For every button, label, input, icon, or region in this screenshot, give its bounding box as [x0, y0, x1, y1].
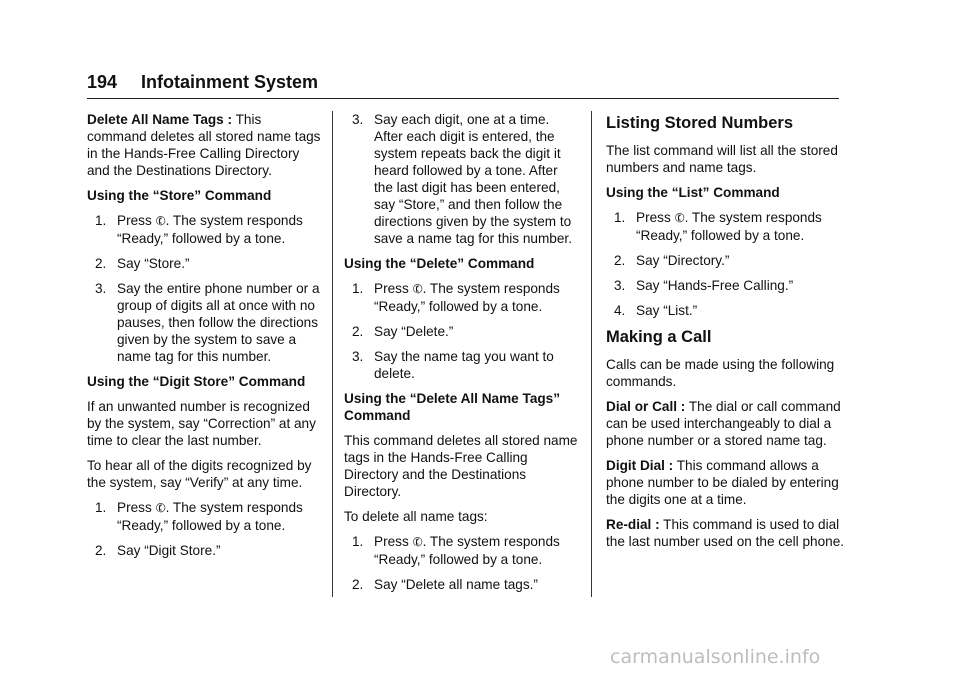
- paragraph: If an unwanted number is recognized by the system, say “Correction” at any time to clear the last number.: [87, 399, 316, 448]
- step-number: 1.: [95, 213, 107, 228]
- paragraph: This command deletes all stored name tags in the Hands-Free Calling Directory and the Destinations Directory.: [344, 433, 578, 499]
- page-header: [87, 72, 839, 104]
- watermark: carmanualsonline.info: [610, 646, 821, 668]
- step-item: [344, 348, 580, 382]
- step-text: Press: [117, 213, 156, 228]
- step-item: [344, 323, 580, 340]
- phone-icon: ✆: [153, 499, 168, 517]
- term-label: Delete All Name Tags :: [87, 112, 233, 127]
- digit-store-heading: Using the “Digit Store” Command: [87, 374, 306, 389]
- step-text: Say “Hands-Free Calling.”: [636, 278, 794, 293]
- step-item: [87, 280, 323, 365]
- delete-steps: [344, 280, 580, 382]
- step-number: 3.: [614, 278, 626, 293]
- term-text: This command is used to dial the last number used on the cell phone.: [606, 517, 845, 549]
- paragraph: To hear all of the digits recognized by the system, say “Verify” at any time.: [87, 458, 312, 490]
- step-number: 2.: [352, 324, 364, 339]
- digit-store-steps: [87, 499, 323, 559]
- term-text: The dial or call command can be used interchangeably to dial a phone number or a stored name tag.: [606, 399, 841, 448]
- step-item: [344, 280, 580, 315]
- step-text: Say “Store.”: [117, 256, 190, 271]
- phone-icon: ✆: [672, 209, 687, 227]
- step-item: [344, 533, 580, 568]
- step-number: 3.: [95, 281, 107, 296]
- step-item: [87, 499, 323, 534]
- step-number: 2.: [95, 543, 107, 558]
- step-text: Say “Digit Store.”: [117, 543, 221, 558]
- header-rule: [87, 98, 839, 99]
- delete-all-paragraph: [87, 111, 323, 179]
- column-divider-left: [332, 111, 333, 597]
- step-number: 2.: [352, 577, 364, 592]
- step-text: Say “List.”: [636, 303, 698, 318]
- step-number: 2.: [95, 256, 107, 271]
- term-text: This command allows a phone number to be dialed by entering the digits one at a time.: [606, 458, 839, 507]
- step-item: [344, 576, 580, 593]
- step-text: Say each digit, one at a time. After each digit is entered, the system repeats back the digit it heard followed by a tone. After the last digit has been entered, say “Store,” and then follow the directions given by the system to save a name tag for this number.: [374, 112, 572, 246]
- listing-section-title: Listing Stored Numbers: [606, 114, 794, 132]
- step-number: 1.: [614, 210, 626, 225]
- list-steps: [606, 209, 846, 319]
- page-number: 194: [87, 72, 118, 92]
- step-number: 3.: [352, 349, 364, 364]
- term-label: Digit Dial :: [606, 458, 674, 473]
- step-text: Press: [374, 281, 413, 296]
- page-title: Infotainment System: [141, 72, 319, 92]
- step-item: [606, 252, 846, 269]
- column-divider-right: [591, 111, 592, 597]
- step-number: 3.: [352, 112, 364, 127]
- delete-all-heading: Using the “Delete All Name Tags” Command: [344, 391, 561, 423]
- step-text: . The system responds “Ready,” followed by a tone.: [117, 500, 303, 533]
- list-heading: Using the “List” Command: [606, 185, 780, 200]
- step-text: Say “Delete all name tags.”: [374, 577, 538, 592]
- step-item: [606, 302, 846, 319]
- step-item: [87, 542, 323, 559]
- term-label: Re-dial :: [606, 517, 660, 532]
- step-number: 1.: [95, 500, 107, 515]
- step-item: [344, 111, 580, 247]
- column-1: [87, 111, 323, 567]
- step-number: 2.: [614, 253, 626, 268]
- step-text: . The system responds “Ready,” followed by a tone.: [374, 281, 560, 314]
- step-item: [606, 277, 846, 294]
- step-number: 1.: [352, 281, 364, 296]
- phone-icon: ✆: [153, 212, 168, 230]
- phone-icon: ✆: [410, 533, 425, 551]
- digit-store-steps-continued: [344, 111, 580, 247]
- delete-all-steps: [344, 533, 580, 593]
- step-item: [87, 255, 323, 272]
- step-item: [87, 212, 323, 247]
- column-3: [606, 111, 846, 558]
- redial-paragraph: [606, 516, 846, 550]
- step-text: . The system responds “Ready,” followed by a tone.: [117, 213, 303, 246]
- dial-paragraph: [606, 398, 846, 449]
- phone-icon: ✆: [410, 280, 425, 298]
- paragraph: The list command will list all the stored numbers and name tags.: [606, 143, 838, 175]
- column-2: [344, 111, 580, 601]
- making-call-section-title: Making a Call: [606, 328, 712, 346]
- step-text: Press: [636, 210, 675, 225]
- term-label: Dial or Call :: [606, 399, 686, 414]
- step-text: Press: [117, 500, 156, 515]
- digit-dial-paragraph: [606, 457, 846, 508]
- store-heading: Using the “Store” Command: [87, 188, 272, 203]
- step-text: . The system responds “Ready,” followed by a tone.: [636, 210, 822, 243]
- step-number: 4.: [614, 303, 626, 318]
- step-number: 1.: [352, 534, 364, 549]
- step-text: Say “Directory.”: [636, 253, 730, 268]
- delete-heading: Using the “Delete” Command: [344, 256, 535, 271]
- paragraph: Calls can be made using the following commands.: [606, 357, 835, 389]
- step-text: Say the entire phone number or a group of digits all at once with no pauses, then follow the directions given by the system to save a name tag for this number.: [117, 281, 320, 364]
- term-text: This command deletes all stored name tags in the Hands-Free Calling Directory and the Destinations Directory.: [87, 112, 321, 178]
- step-text: Say the name tag you want to delete.: [374, 349, 554, 381]
- step-item: [606, 209, 846, 244]
- step-text: Press: [374, 534, 413, 549]
- store-steps: [87, 212, 323, 365]
- step-text: . The system responds “Ready,” followed by a tone.: [374, 534, 560, 567]
- paragraph: To delete all name tags:: [344, 509, 488, 524]
- step-text: Say “Delete.”: [374, 324, 454, 339]
